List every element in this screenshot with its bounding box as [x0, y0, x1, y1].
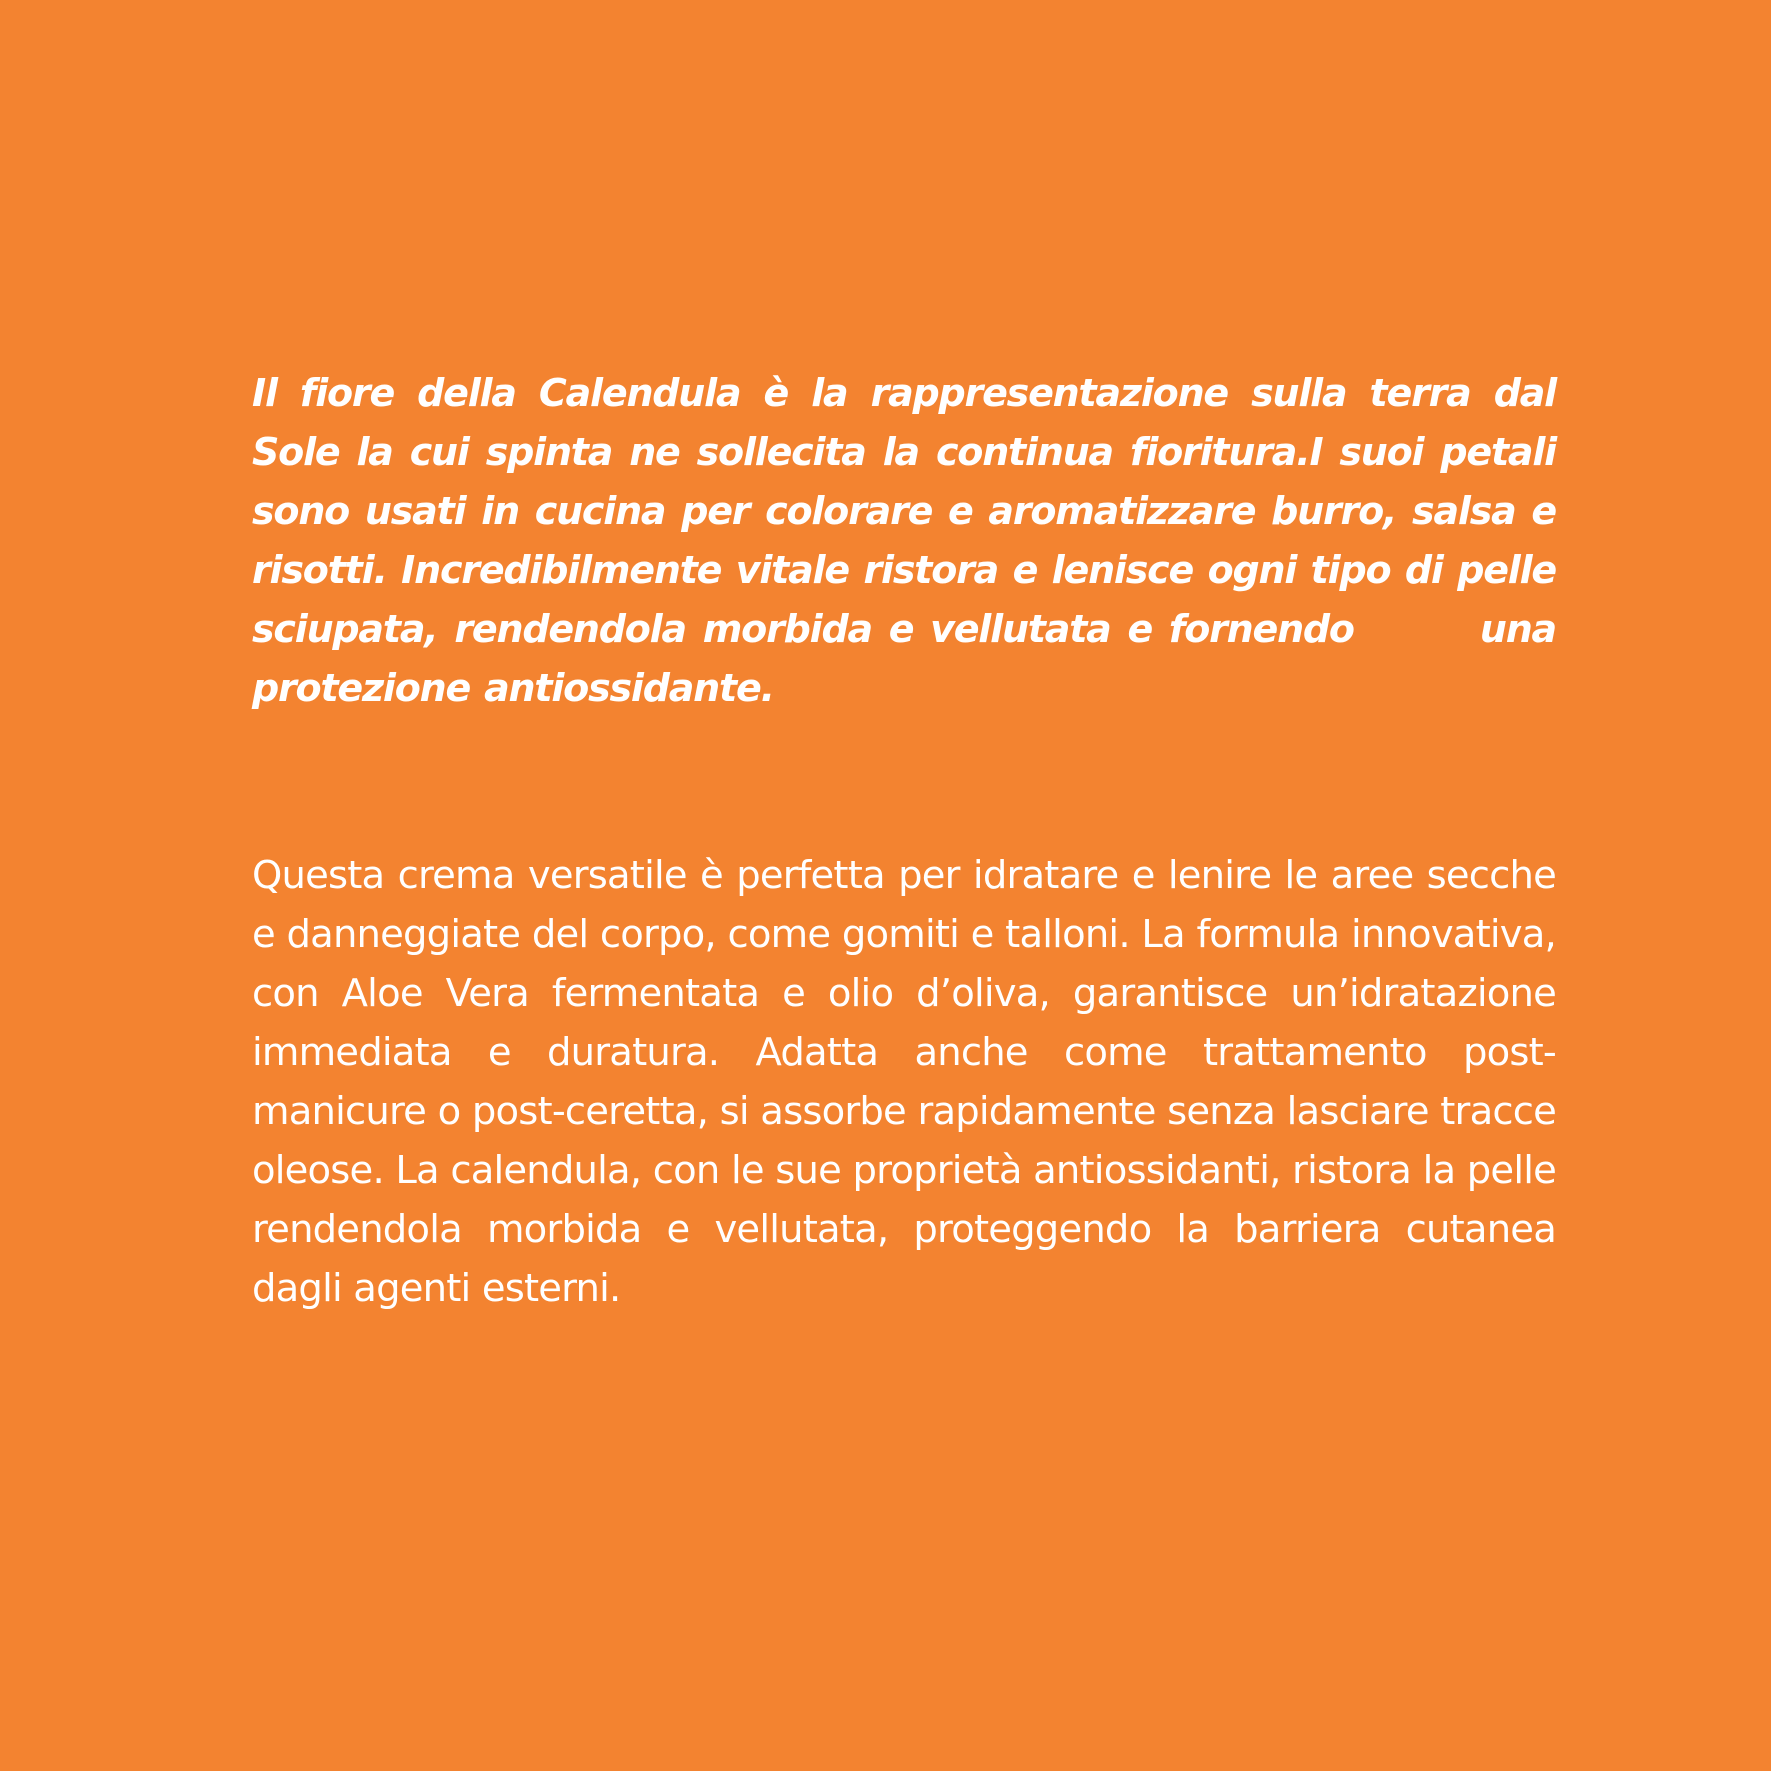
intro-paragraph [252, 364, 1556, 718]
intro-text: Il fiore della Calendula è la rappresentazione sulla terra dal Sole la cui spinta ne sollecita la continua fioritura.I suoi petali sono usati in cucina per colorare e aromatizzare burro, salsa e risotti. Incredibilmente vitale ristora e lenisce ogni tipo di pelle sciupata, rendendola morbida e vellutata e fornendo [252, 371, 1556, 651]
body-paragraph: Questa crema versatile è perfetta per idratare e lenire le aree secche e danneggiate del corpo, come gomiti e talloni. La formula innovativa, con Aloe Vera fermentata e olio d’oliva, garantisce un’idratazione immediata e duratura. Adatta anche come trattamento post-manicure o post-ceretta, si assorbe rapidamente senza lasciare tracce oleose. La calendula, con le sue proprietà antiossidanti, ristora la pelle rendendola morbida e vellutata, proteggendo la barriera cutanea dagli agenti esterni. [252, 853, 1556, 1311]
intro-text-end: una protezione antiossidante. [252, 607, 1556, 710]
